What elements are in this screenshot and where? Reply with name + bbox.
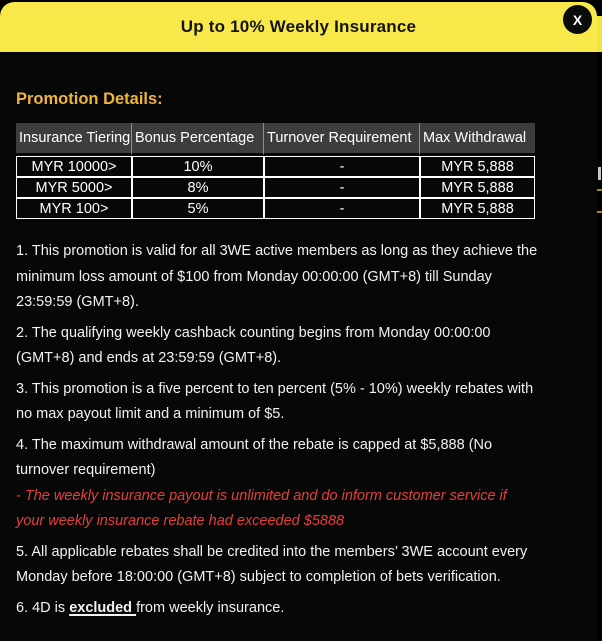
background-yellow-dash [597, 189, 602, 191]
background-light-fragment [598, 167, 601, 180]
background-yellow-dash [597, 211, 602, 213]
table-cell: - [264, 177, 420, 198]
table-header-cell: Turnover Requirement [264, 123, 420, 156]
insurance-tier-table [16, 123, 535, 219]
promotion-details-heading: Promotion Details: [16, 90, 163, 108]
table-cell: MYR 5000> [16, 177, 132, 198]
excluded-underlined-text: excluded [69, 599, 137, 616]
table-cell: 8% [132, 177, 264, 198]
promotion-modal [0, 2, 597, 641]
close-button[interactable] [563, 5, 592, 34]
modal-header [0, 2, 597, 52]
term-3: 3. This promotion is a five percent to ten percent (5% - 10%) weekly rebates with no max payout limit and a minimum of $5. [16, 380, 534, 422]
table-row [16, 156, 535, 177]
term-6: 6. 4D is excluded from weekly insurance. [16, 599, 285, 616]
table-cell: MYR 10000> [16, 156, 132, 177]
table-cell: MYR 5,888 [420, 198, 535, 219]
table-header-cell: Bonus Percentage [132, 123, 264, 156]
table-header-row [16, 123, 535, 156]
term-5: 5. All applicable rebates shall be credited into the members’ 3WE account every Monday before 18:00:00 (GMT+8) subject to completion of bets verification. [16, 543, 528, 585]
table-cell: - [264, 156, 420, 177]
table-header-cell: Max Withdrawal [420, 123, 535, 156]
close-icon: X [572, 11, 583, 28]
table-cell: - [264, 198, 420, 219]
table-cell: MYR 5,888 [420, 177, 535, 198]
table-cell: MYR 5,888 [420, 156, 535, 177]
term-1: 1. This promotion is valid for all 3WE active members as long as they achieve the minimum loss amount of $100 from Monday 00:00:00 (GMT+8) till Sunday 23:59:59 (GMT+8). [16, 243, 538, 310]
modal-title: Up to 10% Weekly Insurance [180, 17, 417, 36]
term-4: 4. The maximum withdrawal amount of the rebate is capped at $5,888 (No turnover requirement) [16, 436, 493, 478]
table-cell: 5% [132, 198, 264, 219]
terms-and-conditions [16, 239, 581, 621]
modal-body [0, 90, 597, 621]
table-cell: MYR 100> [16, 198, 132, 219]
table-row [16, 177, 535, 198]
term-4-note: - The weekly insurance payout is unlimited and do inform customer service if your weekly insurance rebate had exceeded $5888 [16, 487, 507, 529]
table-row [16, 198, 535, 219]
term-2: 2. The qualifying weekly cashback counting begins from Monday 00:00:00 (GMT+8) and ends at 23:59:59 (GMT+8). [16, 324, 491, 366]
table-cell: 10% [132, 156, 264, 177]
background-sliver [597, 0, 602, 641]
table-header-cell: Insurance Tiering [16, 123, 132, 156]
background-banner-fragment [597, 16, 602, 52]
